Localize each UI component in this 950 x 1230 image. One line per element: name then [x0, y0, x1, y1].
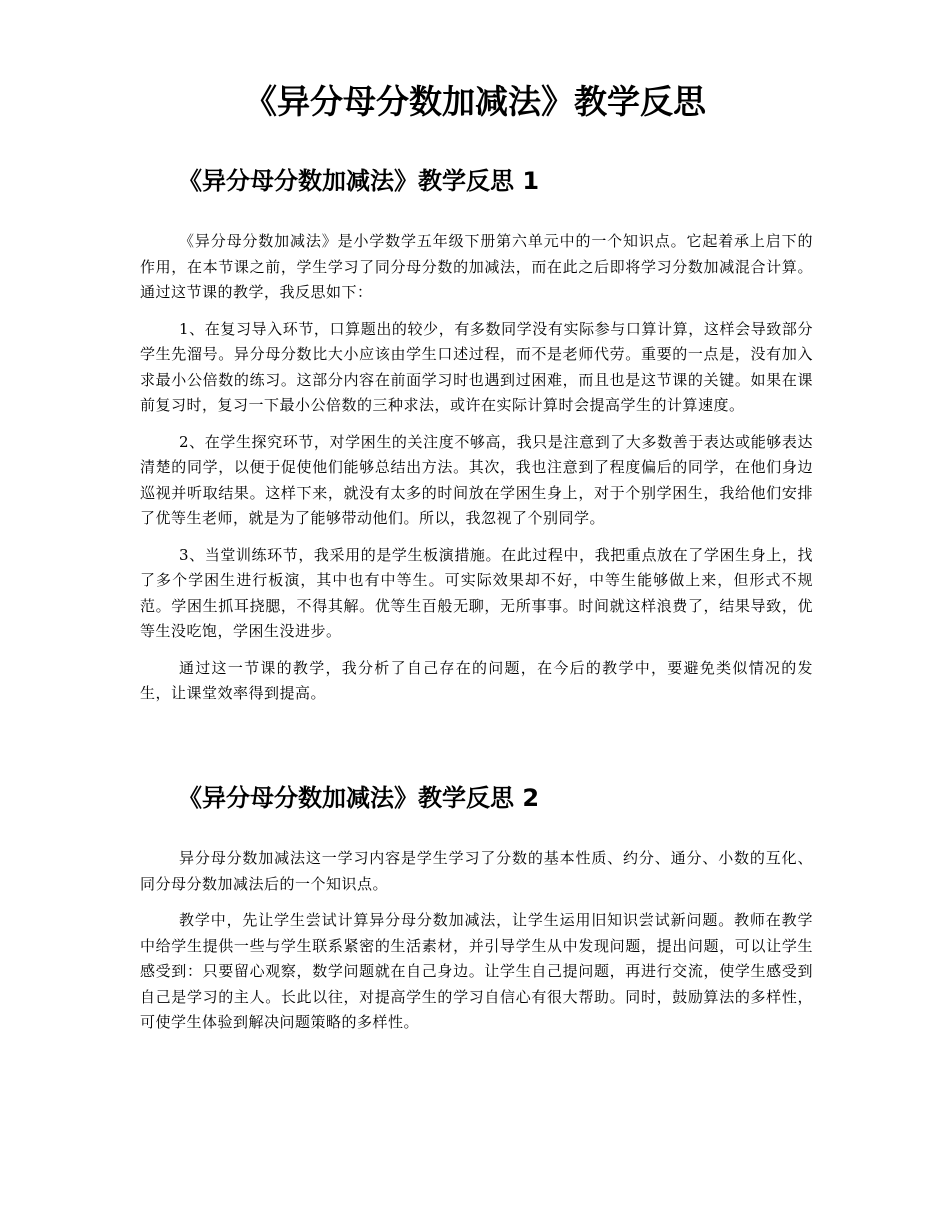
- section-reflection-2: [140, 780, 813, 1036]
- section-reflection-1: [140, 163, 813, 707]
- section-heading: 《异分母分数加减法》教学反思 2: [178, 784, 540, 812]
- document-title: 《异分母分数加减法》教学反思: [244, 82, 706, 121]
- paragraph: 教学中，先让学生尝试计算异分母分数加减法，让学生运用旧知识尝试新问题。教师在教学中给学生提供一些与学生联系紧密的生活素材，并引导学生从中发现问题，提出问题，可以让学生感受到：只要留心观察，数学问题就在自己身边。让学生自己提问题，再进行交流，使学生感受到自己是学习的主人。长此以往，对提高学生的学习自信心有很大帮助。同时，鼓励算法的多样性，可使学生体验到解决问题策略的多样性。: [140, 911, 813, 1031]
- section-heading: 《异分母分数加减法》教学反思 1: [178, 167, 540, 195]
- paragraph: 3、当堂训练环节，我采用的是学生板演措施。在此过程中，我把重点放在了学困生身上，找了多个学困生进行板演，其中也有中等生。可实际效果却不好，中等生能够做上来，但形式不规范。学困生抓耳挠腮，不得其解。优等生百般无聊，无所事事。时间就这样浪费了，结果导致，优等生没吃饱，学困生没进步。: [140, 545, 813, 640]
- paragraph: 2、在学生探究环节，对学困生的关注度不够高，我只是注意到了大多数善于表达或能够表达清楚的同学，以便于促使他们能够总结出方法。其次，我也注意到了程度偏后的同学，在他们身边巡视并听取结果。这样下来，就没有太多的时间放在学困生身上，对于个别学困生，我给他们安排了优等生老师，就是为了能够带动他们。所以，我忽视了个别同学。: [140, 432, 813, 527]
- paragraph: 1、在复习导入环节，口算题出的较少，有多数同学没有实际参与口算计算，这样会导致部分学生先溜号。异分母分数比大小应该由学生口述过程，而不是老师代劳。重要的一点是，没有加入求最小公倍数的练习。这部分内容在前面学习时也遇到过困难，而且也是这节课的关键。如果在课前复习时，复习一下最小公倍数的三种求法，或许在实际计算时会提高学生的计算速度。: [140, 319, 813, 414]
- paragraph: 《异分母分数加减法》是小学数学五年级下册第六单元中的一个知识点。它起着承上启下的作用，在本节课之前，学生学习了同分母分数的加减法，而在此之后即将学习分数加减混合计算。通过这节课的教学，我反思如下：: [140, 232, 813, 301]
- paragraph: 异分母分数加减法这一学习内容是学生学习了分数的基本性质、约分、通分、小数的互化、同分母分数加减法后的一个知识点。: [140, 849, 813, 893]
- paragraph: 通过这一节课的教学，我分析了自己存在的问题，在今后的教学中，要避免类似情况的发生，让课堂效率得到提高。: [140, 658, 813, 702]
